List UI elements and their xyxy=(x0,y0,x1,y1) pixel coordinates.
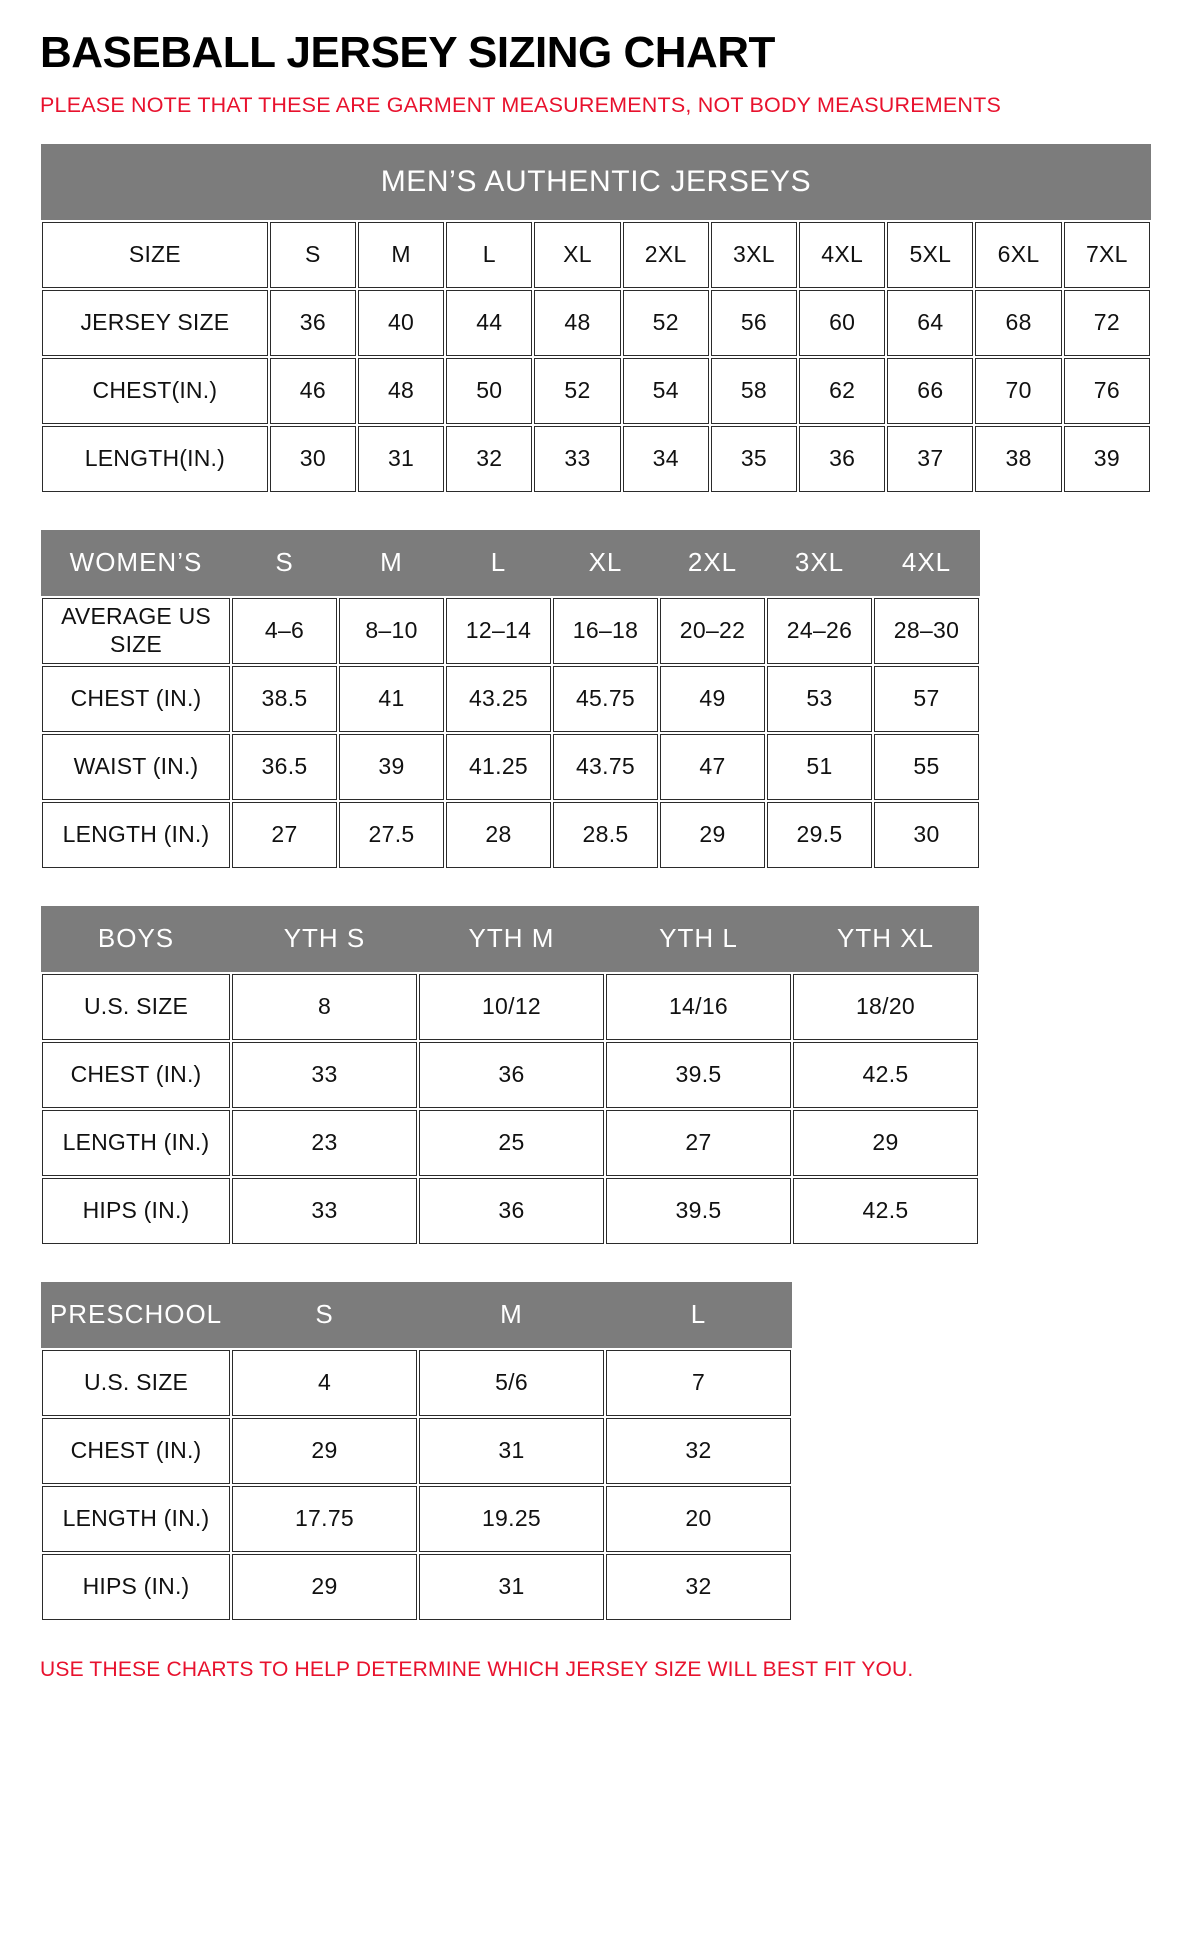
data-cell: 29.5 xyxy=(766,801,873,869)
table-row xyxy=(41,357,1151,425)
data-cell: 72 xyxy=(1063,289,1151,357)
footer-note: USE THESE CHARTS TO HELP DETERMINE WHICH JERSEY SIZE WILL BEST FIT YOU. xyxy=(40,1657,914,1681)
boys-sizing-table xyxy=(40,906,980,1246)
row-label: LENGTH(IN.) xyxy=(41,425,269,493)
row-label: CHEST(IN.) xyxy=(41,357,269,425)
womens-size-cell: M xyxy=(338,530,445,597)
data-cell: 29 xyxy=(659,801,766,869)
data-cell: 39 xyxy=(338,733,445,801)
data-cell: 51 xyxy=(766,733,873,801)
mens-size-cell: 3XL xyxy=(710,221,798,289)
data-cell: 27.5 xyxy=(338,801,445,869)
data-cell: 70 xyxy=(974,357,1062,425)
data-cell: 16–18 xyxy=(552,597,659,665)
table-row xyxy=(41,530,980,597)
mens-size-cell: 2XL xyxy=(622,221,710,289)
row-label: LENGTH (IN.) xyxy=(41,1485,231,1553)
row-label: U.S. SIZE xyxy=(41,1349,231,1417)
data-cell: 25 xyxy=(418,1109,605,1177)
table-row xyxy=(41,1177,979,1245)
data-cell: 38.5 xyxy=(231,665,338,733)
mens-size-cell: 6XL xyxy=(974,221,1062,289)
data-cell: 29 xyxy=(231,1553,418,1621)
data-cell: 28 xyxy=(445,801,552,869)
boys-size-cell: YTH XL xyxy=(792,906,979,973)
boys-size-cell: YTH S xyxy=(231,906,418,973)
mens-size-label: SIZE xyxy=(41,221,269,289)
row-label: CHEST (IN.) xyxy=(41,1041,231,1109)
data-cell: 24–26 xyxy=(766,597,873,665)
row-label: AVERAGE US SIZE xyxy=(41,597,231,665)
data-cell: 27 xyxy=(231,801,338,869)
table-row xyxy=(41,973,979,1041)
row-label: WAIST (IN.) xyxy=(41,733,231,801)
data-cell: 4–6 xyxy=(231,597,338,665)
data-cell: 45.75 xyxy=(552,665,659,733)
data-cell: 39 xyxy=(1063,425,1151,493)
preschool-size-cell: L xyxy=(605,1282,792,1349)
womens-size-cell: 4XL xyxy=(873,530,980,597)
womens-size-cell: S xyxy=(231,530,338,597)
data-cell: 42.5 xyxy=(792,1041,979,1109)
mens-sizing-table xyxy=(40,144,1152,494)
womens-sizing-table xyxy=(40,530,981,870)
data-cell: 33 xyxy=(533,425,621,493)
mens-size-cell: 4XL xyxy=(798,221,886,289)
data-cell: 39.5 xyxy=(605,1041,792,1109)
data-cell: 14/16 xyxy=(605,973,792,1041)
table-row xyxy=(41,1553,792,1621)
row-label: HIPS (IN.) xyxy=(41,1177,231,1245)
data-cell: 58 xyxy=(710,357,798,425)
table-row xyxy=(41,1282,792,1349)
boys-size-cell: YTH M xyxy=(418,906,605,973)
data-cell: 41 xyxy=(338,665,445,733)
data-cell: 48 xyxy=(357,357,445,425)
data-cell: 17.75 xyxy=(231,1485,418,1553)
data-cell: 56 xyxy=(710,289,798,357)
data-cell: 36 xyxy=(418,1041,605,1109)
data-cell: 7 xyxy=(605,1349,792,1417)
table-row xyxy=(41,906,979,973)
table-row xyxy=(41,289,1151,357)
measurement-note: PLEASE NOTE THAT THESE ARE GARMENT MEASUREMENTS, NOT BODY MEASUREMENTS xyxy=(40,92,1001,117)
data-cell: 35 xyxy=(710,425,798,493)
data-cell: 57 xyxy=(873,665,980,733)
womens-size-cell: 2XL xyxy=(659,530,766,597)
data-cell: 33 xyxy=(231,1177,418,1245)
data-cell: 31 xyxy=(418,1417,605,1485)
data-cell: 5/6 xyxy=(418,1349,605,1417)
data-cell: 52 xyxy=(533,357,621,425)
preschool-size-cell: M xyxy=(418,1282,605,1349)
data-cell: 41.25 xyxy=(445,733,552,801)
table-row xyxy=(41,665,980,733)
data-cell: 23 xyxy=(231,1109,418,1177)
data-cell: 20–22 xyxy=(659,597,766,665)
data-cell: 36 xyxy=(798,425,886,493)
womens-size-cell: L xyxy=(445,530,552,597)
table-row xyxy=(41,425,1151,493)
data-cell: 60 xyxy=(798,289,886,357)
row-label: CHEST (IN.) xyxy=(41,1417,231,1485)
data-cell: 33 xyxy=(231,1041,418,1109)
row-label: U.S. SIZE xyxy=(41,973,231,1041)
data-cell: 18/20 xyxy=(792,973,979,1041)
data-cell: 31 xyxy=(418,1553,605,1621)
data-cell: 27 xyxy=(605,1109,792,1177)
mens-size-cell: M xyxy=(357,221,445,289)
data-cell: 8 xyxy=(231,973,418,1041)
row-label: LENGTH (IN.) xyxy=(41,1109,231,1177)
data-cell: 43.75 xyxy=(552,733,659,801)
data-cell: 43.25 xyxy=(445,665,552,733)
data-cell: 40 xyxy=(357,289,445,357)
row-label: LENGTH (IN.) xyxy=(41,801,231,869)
data-cell: 32 xyxy=(605,1553,792,1621)
table-row xyxy=(41,733,980,801)
data-cell: 19.25 xyxy=(418,1485,605,1553)
data-cell: 28.5 xyxy=(552,801,659,869)
preschool-size-cell: S xyxy=(231,1282,418,1349)
table-row xyxy=(41,1109,979,1177)
data-cell: 4 xyxy=(231,1349,418,1417)
data-cell: 53 xyxy=(766,665,873,733)
row-label: CHEST (IN.) xyxy=(41,665,231,733)
data-cell: 48 xyxy=(533,289,621,357)
mens-size-cell: 5XL xyxy=(886,221,974,289)
data-cell: 29 xyxy=(792,1109,979,1177)
data-cell: 42.5 xyxy=(792,1177,979,1245)
data-cell: 31 xyxy=(357,425,445,493)
table-row xyxy=(41,801,980,869)
table-row xyxy=(41,144,1151,221)
boys-size-cell: YTH L xyxy=(605,906,792,973)
data-cell: 37 xyxy=(886,425,974,493)
data-cell: 54 xyxy=(622,357,710,425)
mens-size-cell: 7XL xyxy=(1063,221,1151,289)
womens-size-cell: XL xyxy=(552,530,659,597)
mens-size-cell: L xyxy=(445,221,533,289)
table-row xyxy=(41,221,1151,289)
table-row xyxy=(41,1485,792,1553)
data-cell: 30 xyxy=(873,801,980,869)
mens-size-cell: XL xyxy=(533,221,621,289)
data-cell: 64 xyxy=(886,289,974,357)
womens-header-label: WOMEN’S xyxy=(41,530,231,597)
table-row xyxy=(41,1349,792,1417)
data-cell: 76 xyxy=(1063,357,1151,425)
data-cell: 52 xyxy=(622,289,710,357)
data-cell: 36.5 xyxy=(231,733,338,801)
data-cell: 30 xyxy=(269,425,357,493)
table-row xyxy=(41,597,980,665)
data-cell: 20 xyxy=(605,1485,792,1553)
data-cell: 50 xyxy=(445,357,533,425)
data-cell: 29 xyxy=(231,1417,418,1485)
data-cell: 47 xyxy=(659,733,766,801)
preschool-sizing-table xyxy=(40,1282,793,1622)
data-cell: 8–10 xyxy=(338,597,445,665)
table-row xyxy=(41,1417,792,1485)
preschool-header-label: PRESCHOOL xyxy=(41,1282,231,1349)
row-label: HIPS (IN.) xyxy=(41,1553,231,1621)
page-title: BASEBALL JERSEY SIZING CHART xyxy=(40,28,775,77)
boys-header-label: BOYS xyxy=(41,906,231,973)
mens-table-caption: MEN’S AUTHENTIC JERSEYS xyxy=(41,144,1151,221)
mens-size-cell: S xyxy=(269,221,357,289)
data-cell: 62 xyxy=(798,357,886,425)
data-cell: 10/12 xyxy=(418,973,605,1041)
data-cell: 44 xyxy=(445,289,533,357)
data-cell: 46 xyxy=(269,357,357,425)
data-cell: 39.5 xyxy=(605,1177,792,1245)
data-cell: 66 xyxy=(886,357,974,425)
data-cell: 49 xyxy=(659,665,766,733)
data-cell: 36 xyxy=(418,1177,605,1245)
data-cell: 28–30 xyxy=(873,597,980,665)
data-cell: 12–14 xyxy=(445,597,552,665)
data-cell: 38 xyxy=(974,425,1062,493)
data-cell: 32 xyxy=(605,1417,792,1485)
data-cell: 68 xyxy=(974,289,1062,357)
table-row xyxy=(41,1041,979,1109)
data-cell: 34 xyxy=(622,425,710,493)
data-cell: 32 xyxy=(445,425,533,493)
data-cell: 36 xyxy=(269,289,357,357)
womens-size-cell: 3XL xyxy=(766,530,873,597)
data-cell: 55 xyxy=(873,733,980,801)
row-label: JERSEY SIZE xyxy=(41,289,269,357)
